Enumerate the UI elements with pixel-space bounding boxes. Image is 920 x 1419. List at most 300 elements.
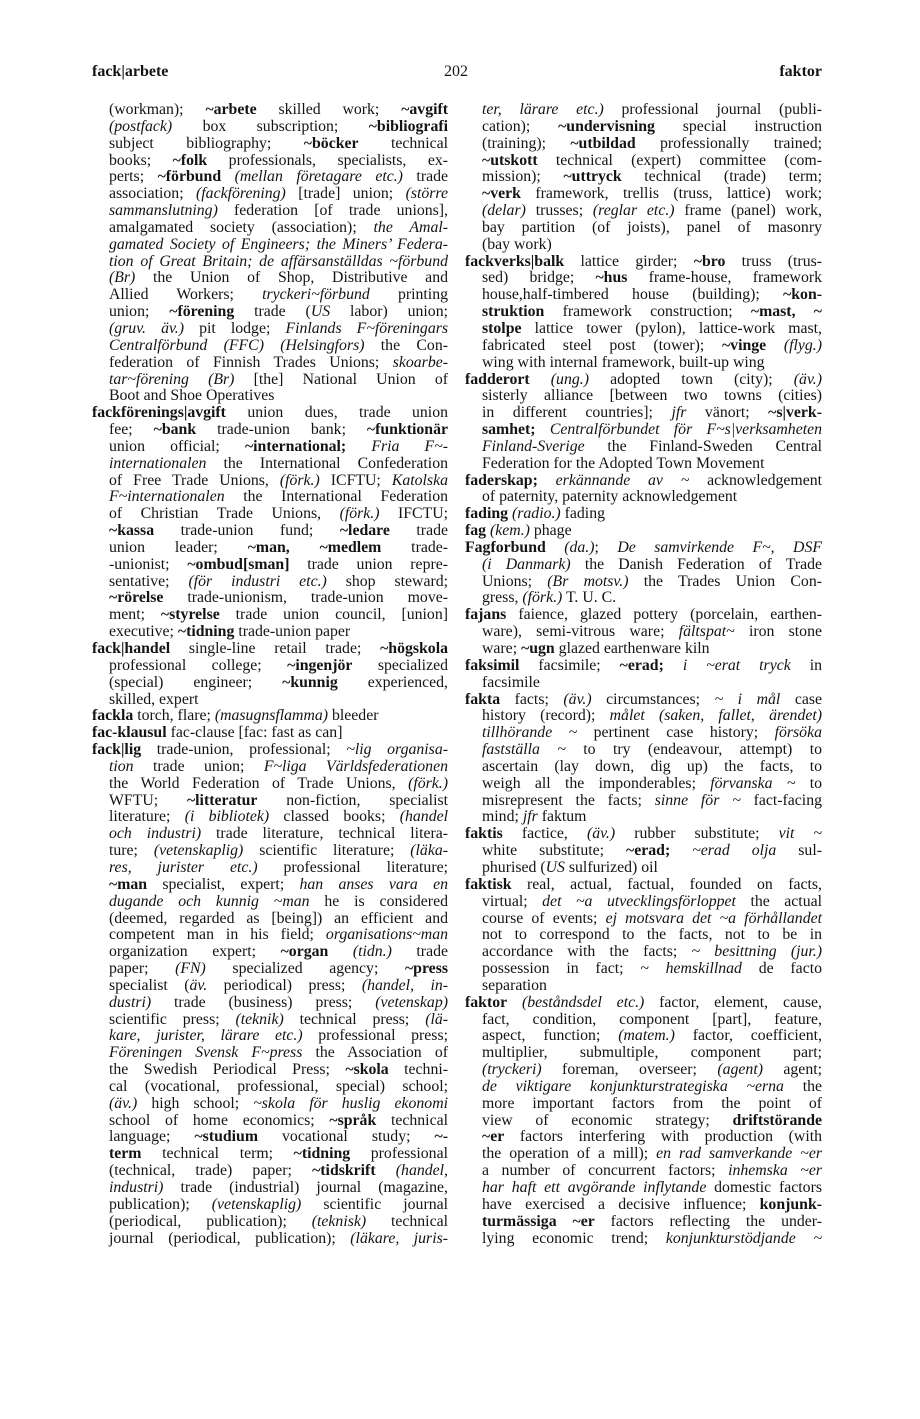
entry-line — [92, 1231, 448, 1248]
entry-line — [92, 826, 448, 843]
text-run: aspect, function; — [482, 1027, 619, 1045]
bold-term: ~bank — [153, 421, 197, 439]
text-run — [507, 994, 522, 1011]
entry-line — [92, 692, 448, 709]
text-run: (periodical, publication); — [109, 1212, 312, 1230]
text-run: frame-house, framework — [627, 269, 822, 287]
entry-line — [465, 523, 822, 540]
entry-line — [92, 102, 448, 119]
entry-line — [465, 119, 822, 136]
text-run: framework construction; — [544, 303, 751, 321]
entry-line — [465, 607, 822, 624]
text-run: of paternity, paternity acknowledgement — [482, 488, 738, 506]
text-run: special instruction — [654, 117, 822, 135]
text-run — [538, 472, 556, 489]
bold-term: ~utskott — [482, 151, 538, 169]
entry-line — [92, 574, 448, 591]
headword: fag — [465, 522, 487, 540]
italic-text: (handel, in- — [361, 976, 449, 994]
bold-term: ~er — [482, 1128, 505, 1146]
text-run: the World Federation of Trade Unions, — [109, 774, 409, 792]
italic-text: (ung.) — [550, 370, 589, 388]
italic-text: ~ hemskillnad — [640, 960, 742, 978]
bold-term: ~förbund — [157, 168, 222, 186]
bold-term: ~skola — [345, 1061, 389, 1079]
text-run: trade — [389, 522, 448, 540]
bold-term: ~press — [404, 960, 448, 978]
entry-line — [92, 523, 448, 540]
text-run: torch, flare; — [133, 707, 215, 725]
text-run: trade (business) press; — [151, 993, 376, 1011]
entry-line — [92, 759, 448, 776]
text-run: foreman, overseer; — [541, 1061, 718, 1079]
italic-text: (kem.) — [490, 522, 530, 540]
entry-line — [465, 338, 822, 355]
entry-line — [92, 995, 448, 1012]
italic-text: US — [545, 858, 565, 876]
text-run: professionals, specialists, ex- — [207, 151, 448, 169]
text-run: the International Confederation — [206, 454, 448, 472]
entry-line — [92, 1146, 448, 1163]
text-run: phurised ( — [482, 858, 546, 876]
text-run: (workman); — [109, 101, 206, 118]
text-run: professionally trained; — [635, 134, 822, 152]
italic-text: (äv.) — [109, 1094, 138, 1112]
text-run: shop steward; — [326, 572, 449, 590]
entry-line — [92, 708, 448, 725]
entry-line — [92, 489, 448, 506]
text-run: specialist ( — [109, 976, 190, 994]
text-run: to — [795, 774, 822, 792]
text-run: federation [of trade unions], — [217, 202, 448, 220]
italic-text: Finlands F~föreningars — [285, 319, 449, 337]
text-run: perts; — [109, 168, 158, 186]
italic-text: förvanska ~ — [710, 774, 796, 792]
text-run: the Con- — [364, 336, 448, 354]
text-run: cation); — [482, 117, 559, 135]
text-run: single-line retail trade; — [170, 640, 381, 657]
italic-text: Fria F~- — [371, 437, 448, 455]
italic-text: (Br) — [109, 269, 136, 287]
italic-text: gamated Society of Engineers; the Miners’ Federa- — [109, 235, 448, 253]
text-run: factor, element, cause, — [644, 993, 822, 1011]
text-run: specialized agency; — [205, 960, 405, 978]
text-run: (training); — [482, 134, 571, 152]
text-run: adopted town (city); — [588, 370, 794, 388]
text-run: techni- — [388, 1061, 448, 1079]
entry-line — [92, 422, 448, 439]
italic-text: fastställa ~ — [482, 741, 566, 759]
text-run: accordance with the facts; — [482, 943, 692, 961]
text-run: fac-clause [fac: fast as can] — [166, 724, 343, 742]
text-run: ware), semi-vitrous ware; — [482, 623, 679, 641]
entry-line — [92, 405, 448, 422]
entry-line — [465, 793, 822, 810]
text-run: amalgamated society (association); — [109, 218, 374, 236]
bold-term: term — [109, 1145, 142, 1163]
running-head-last-word: faktor — [779, 63, 822, 80]
entry-line — [92, 355, 448, 372]
bold-term: ~international; — [244, 437, 347, 455]
entry-line — [92, 203, 448, 220]
page-number: 202 — [444, 63, 468, 80]
headword: fading — [465, 505, 509, 523]
entry-line — [465, 1079, 822, 1096]
entry-line — [465, 1214, 822, 1231]
italic-text: jfr — [522, 808, 538, 826]
italic-text: sinne för ~ — [654, 791, 741, 809]
bold-term: ~förening — [169, 303, 235, 321]
text-run — [376, 1162, 396, 1179]
entry-line — [465, 826, 822, 843]
italic-text: målet (saken, fallet, ärendet) — [609, 707, 823, 725]
text-run: white substitute; — [482, 842, 627, 860]
bold-term: ~kon- — [783, 286, 822, 304]
dictionary-entry — [465, 540, 822, 607]
italic-text: och industri) — [109, 825, 202, 843]
entry-line — [465, 1163, 822, 1180]
italic-text: (handel — [399, 808, 448, 826]
entry-line — [92, 557, 448, 574]
text-run: ment; — [109, 606, 161, 624]
text-run: scientific literature; — [243, 842, 411, 860]
entry-line — [465, 978, 822, 995]
text-run: fact, condition, component [part], feature, — [482, 1010, 822, 1028]
running-head-first-word: fack|arbete — [92, 63, 169, 80]
text-run: T. U. C. — [562, 589, 617, 607]
headword: faktisk — [465, 875, 512, 893]
text-run: to try (endeavour, attempt) to — [565, 741, 822, 759]
text-run: weigh all the imponderables; — [482, 774, 711, 792]
italic-text: ej motsvara det ~a förhållandet — [605, 909, 822, 927]
italic-text: (da.) — [564, 538, 595, 556]
entry-line — [465, 1197, 822, 1214]
text-run: factice, — [502, 825, 587, 843]
italic-text: ~ i mål — [714, 690, 781, 708]
headword: fackförenings|avgift — [92, 404, 226, 422]
entry-line — [465, 1180, 822, 1197]
italic-text: (större — [405, 185, 449, 203]
entry-line — [92, 456, 448, 473]
entry-line — [465, 995, 822, 1012]
text-run: faience, glazed pottery (porcelain, earthen- — [506, 606, 822, 624]
text-run: have exercised a decisive influence; — [482, 1195, 760, 1213]
text-run: misrepresent the facts; — [482, 791, 655, 809]
entry-line — [92, 1197, 448, 1214]
headword: faktor — [465, 993, 508, 1011]
entry-line — [92, 641, 448, 658]
italic-text: (förk.) — [408, 774, 448, 792]
italic-text: tar~förening (Br) — [109, 370, 235, 388]
dictionary-entry — [465, 658, 822, 692]
text-run: view of economic strategy; — [482, 1111, 733, 1129]
text-run: high school; — [137, 1094, 254, 1112]
entry-line — [92, 1062, 448, 1079]
entry-line — [465, 624, 822, 641]
entry-line — [465, 927, 822, 944]
text-run: Federation for the Adopted Town Movement — [482, 454, 765, 472]
headword: fac-klausul — [92, 724, 167, 742]
text-run: vänort; — [686, 404, 769, 422]
entry-line — [465, 439, 822, 456]
text-run: trade-union fund; — [154, 522, 340, 540]
italic-text: ter, lärare etc.) — [482, 101, 604, 118]
entry-line — [465, 540, 822, 557]
text-run: union; — [109, 303, 170, 321]
italic-text: (vetenskaplig) — [153, 842, 244, 860]
italic-text: i ~erat tryck — [682, 656, 791, 674]
entry-line — [92, 675, 448, 692]
text-run: the — [783, 1077, 823, 1095]
text-run: trade — [391, 943, 448, 961]
italic-text: (förk.) — [279, 471, 320, 489]
italic-text: erkännande av ~ — [555, 471, 690, 489]
entry-line — [92, 287, 448, 304]
text-run: IFCTU; — [379, 505, 448, 523]
italic-text: vit ~ — [778, 825, 822, 843]
text-run: phage — [529, 522, 572, 540]
italic-text: konjunkturstödjande ~ — [665, 1229, 822, 1247]
text-run: federation of Finnish Trades Unions; — [109, 353, 393, 371]
text-run: professional literature; — [257, 858, 448, 876]
entry-line — [92, 372, 448, 389]
headword: fack|handel — [92, 640, 171, 657]
headword: fajans — [465, 606, 507, 624]
text-run: trusses; — [525, 202, 593, 220]
italic-text: (fackförening) — [196, 185, 286, 203]
entry-line — [465, 1045, 822, 1062]
entry-line — [465, 422, 822, 439]
text-run: factors reflecting the under- — [594, 1212, 822, 1230]
italic-text: tillhörande ~ — [482, 724, 578, 742]
text-run: (technical, trade) paper; — [109, 1162, 313, 1180]
entry-line — [92, 254, 448, 271]
text-run: trade ( — [234, 303, 311, 321]
text-run: mission); — [482, 168, 564, 186]
text-run: [trade] union; — [285, 185, 406, 203]
italic-text: industri) — [109, 1179, 164, 1196]
text-run: technical term; — [141, 1145, 294, 1163]
italic-text: ~ besittning (jur.) — [691, 943, 822, 961]
headword: fadderort — [465, 370, 530, 388]
bold-term: konjunk- — [759, 1195, 822, 1213]
text-run: Boot and Shoe Operatives — [109, 387, 275, 405]
entry-line — [92, 338, 448, 355]
entry-line — [92, 186, 448, 203]
italic-text: (i Danmark) — [482, 555, 571, 573]
italic-text: (agent) — [717, 1061, 763, 1079]
bold-term: ~ugn — [521, 640, 555, 657]
text-run: trade-union bank; — [196, 421, 367, 439]
entry-line — [465, 186, 822, 203]
italic-text: (vetenskaplig) — [211, 1195, 302, 1213]
entry-line — [465, 574, 822, 591]
text-run: professional journal (publi- — [603, 101, 822, 118]
text-run — [670, 842, 692, 859]
text-run: technical (expert) committee (com- — [537, 151, 822, 169]
italic-text: (matem.) — [618, 1027, 675, 1045]
entry-line — [465, 557, 822, 574]
text-run: classed books; — [269, 808, 400, 826]
text-run: lying economic trend; — [482, 1229, 666, 1247]
italic-text: (förk.) — [522, 589, 563, 607]
entry-line — [92, 153, 448, 170]
entry-line — [92, 1012, 448, 1029]
headword: faktis — [465, 825, 503, 843]
text-run — [664, 657, 683, 674]
text-run: trade literature, technical litera- — [201, 825, 448, 843]
dictionary-entry — [465, 473, 822, 507]
italic-text: De samvirkende F~, DSF — [617, 538, 823, 556]
text-run: the actual — [735, 892, 822, 910]
italic-text: (läkare, juris- — [350, 1229, 448, 1247]
text-run: professional — [350, 1145, 448, 1163]
text-run: publication); — [109, 1195, 212, 1213]
text-run: skilled, expert — [109, 690, 199, 708]
italic-text: äv. — [189, 976, 208, 994]
text-run: professional college; — [109, 656, 288, 674]
entry-line — [92, 927, 448, 944]
text-run: specialist, expert; — [147, 875, 300, 893]
text-run: lattice girder; — [564, 252, 694, 270]
dictionary-entry — [92, 641, 448, 708]
bold-term: ~organ — [280, 943, 329, 961]
bold-term: ~bibliografi — [368, 117, 448, 135]
text-run: (bay work) — [482, 235, 552, 253]
text-run: pertinent case history; — [577, 724, 775, 742]
text-run: the Finland-Sweden Central — [584, 437, 822, 455]
italic-text: (Br motsv.) — [547, 572, 629, 590]
entry-line — [92, 473, 448, 490]
bold-term: ~språk — [329, 1111, 377, 1129]
italic-text: (gruv. äv.) — [109, 319, 185, 337]
text-run: the Danish Federation of Trade — [570, 555, 823, 573]
headword: faderskap; — [465, 471, 538, 489]
entry-line — [92, 1096, 448, 1113]
entry-line — [465, 1146, 822, 1163]
bold-term: ~rörelse — [109, 589, 164, 607]
bold-term: samhet; — [482, 421, 536, 439]
bold-term: ~ingenjör — [287, 656, 353, 674]
entry-line — [92, 607, 448, 624]
text-run: trade- — [381, 538, 449, 556]
text-run: factor, coefficient, — [674, 1027, 822, 1045]
text-run: union leader; — [109, 538, 248, 556]
entry-line — [92, 776, 448, 793]
text-run: trade union council, [union] — [219, 606, 448, 624]
italic-text: (tidn.) — [352, 943, 392, 961]
italic-text: (masugnsflamma) — [214, 707, 329, 725]
text-run: technical (trade) term; — [621, 168, 822, 186]
text-run: technical — [376, 1111, 448, 1129]
entry-line — [92, 1079, 448, 1096]
entry-line — [92, 894, 448, 911]
text-run: competent man in his field; — [109, 926, 326, 944]
entry-line — [92, 304, 448, 321]
text-run: literature; — [109, 808, 185, 826]
bold-term: ~funktionär — [366, 421, 448, 439]
entry-line — [92, 860, 448, 877]
italic-text: (delar) — [482, 202, 526, 220]
headword: fackverks|balk — [465, 252, 565, 270]
italic-text: (teknik) — [235, 1010, 284, 1028]
text-run: WFTU; — [109, 791, 187, 809]
entry-line — [92, 136, 448, 153]
italic-text: sammanslutning) — [109, 202, 218, 220]
text-run: real, actual, factual, founded on facts, — [511, 875, 822, 893]
entry-line — [92, 169, 448, 186]
text-run: wing with internal framework, built-up wing — [482, 353, 765, 371]
entry-line — [465, 506, 822, 523]
text-run: labor) union; — [330, 303, 448, 321]
italic-text: tion of Great Britain; de affärsanställdas ~förbund — [109, 252, 448, 270]
italic-text: (flyg.) — [783, 336, 822, 354]
text-run: (deemed, regarded as [being]) an efficient and — [109, 909, 448, 927]
text-run: -unionist; — [109, 555, 188, 573]
text-run: framework, trellis (truss, lattice) work; — [520, 185, 822, 203]
bold-term: ~undervisning — [558, 117, 655, 135]
entry-line — [465, 1231, 822, 1248]
entry-line — [465, 287, 822, 304]
italic-text: han anses vara en — [299, 875, 448, 893]
italic-text: internationalen — [109, 454, 207, 472]
entry-line — [465, 220, 822, 237]
text-run: sul- — [776, 842, 822, 860]
italic-text: de viktigare konjunkturstrategiska ~erna — [482, 1077, 784, 1095]
text-run: trade (industrial) journal (magazine, — [163, 1179, 448, 1196]
text-run: separation — [482, 976, 547, 994]
text-run: possession in fact; — [482, 960, 641, 978]
italic-text: Föreningen Svensk F~press — [109, 1044, 303, 1062]
italic-text: skoarbe- — [392, 353, 448, 371]
entry-line — [465, 136, 822, 153]
italic-text: (vetenskap) — [375, 993, 448, 1011]
entry-line — [465, 254, 822, 271]
bold-term: ~kassa — [109, 522, 155, 540]
text-run: union official; — [109, 437, 245, 455]
entry-line — [92, 270, 448, 287]
text-run: mind; — [482, 808, 523, 826]
text-run: acknowledgement — [689, 471, 822, 489]
italic-text: har haft ett avgörande inflytande — [482, 1179, 707, 1196]
headword: fackla — [92, 707, 134, 725]
dictionary-entry — [465, 607, 822, 658]
text-run — [546, 539, 564, 556]
text-run: of Christian Trade Unions, — [109, 505, 340, 523]
italic-text: försöka — [774, 724, 822, 742]
text-run: virtual; — [482, 892, 543, 910]
italic-text: inhemska ~er — [728, 1162, 822, 1180]
italic-text: (FN) — [175, 960, 206, 978]
bold-term: ~folk — [172, 151, 208, 169]
entry-line — [92, 119, 448, 136]
text-run: bay partition (of joists), panel of masonry — [482, 218, 822, 236]
bold-term: ~studium — [194, 1128, 258, 1146]
entry-line — [465, 742, 822, 759]
entry-line — [465, 203, 822, 220]
italic-text: (förk.) — [339, 505, 380, 523]
text-run: trade-unionism, trade-union move- — [163, 589, 448, 607]
bold-term: ~man — [109, 875, 148, 893]
italic-text: F~internationalen — [109, 488, 225, 506]
italic-text: ~lig organisa- — [346, 741, 448, 759]
entry-line — [465, 860, 822, 877]
text-run: trade union; — [133, 757, 264, 775]
bold-term: ~böcker — [303, 134, 359, 152]
dictionary-entry — [465, 102, 822, 254]
entry-line — [465, 237, 822, 254]
text-run: fee; — [109, 421, 154, 439]
